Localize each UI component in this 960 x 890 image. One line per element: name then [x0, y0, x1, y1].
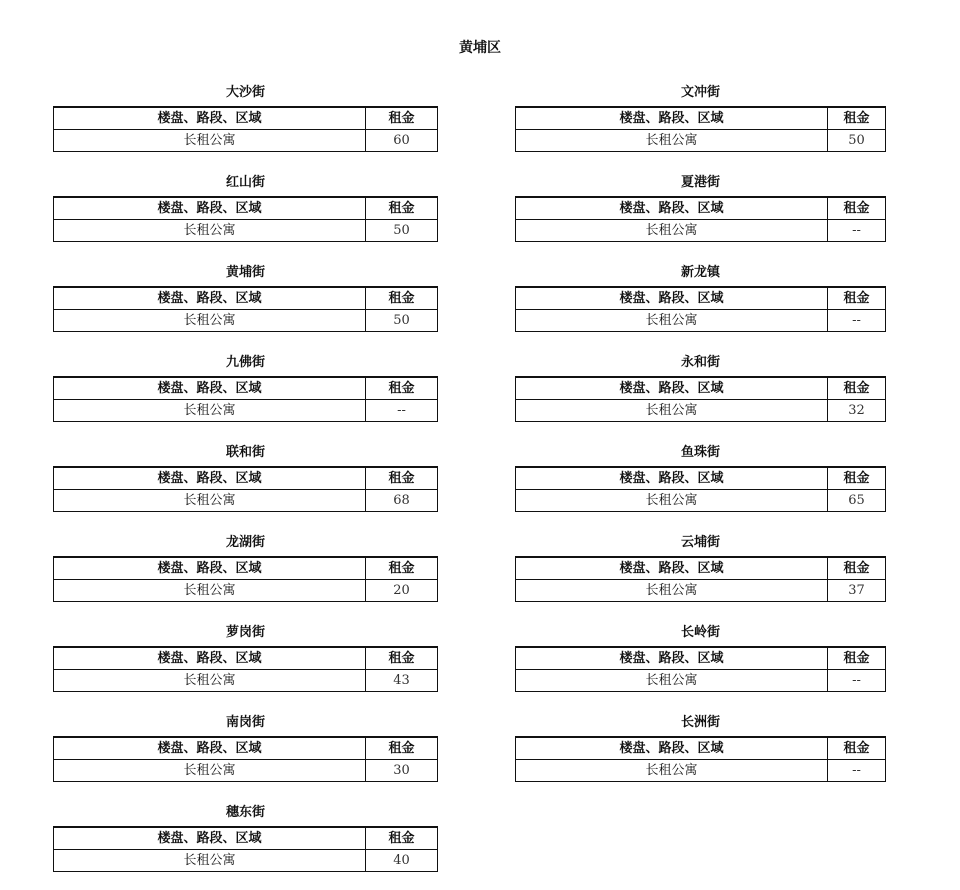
street-name: 永和街: [680, 355, 720, 370]
rent-table: [53, 826, 438, 872]
header-area: 楼盘、路段、区域: [516, 737, 828, 760]
street-block: [53, 170, 438, 260]
header-rent: 租金: [828, 107, 886, 130]
rent-table: [53, 376, 438, 422]
street-block: [515, 260, 886, 350]
listing-cell: 长租公寓: [54, 130, 366, 152]
rent-table: [53, 196, 438, 242]
street-block: [53, 710, 438, 800]
listing-cell: 长租公寓: [516, 760, 828, 782]
rent-cell: 50: [366, 310, 438, 332]
rent-table: [53, 466, 438, 512]
street-name: 萝岗街: [225, 625, 265, 640]
street-name: 文冲街: [680, 85, 720, 100]
header-rent: 租金: [828, 467, 886, 490]
street-name: 云埔街: [680, 535, 720, 550]
street-block: [53, 530, 438, 620]
street-name: 黄埔街: [225, 265, 265, 280]
street-block: [53, 440, 438, 530]
table-header-row: [54, 197, 438, 220]
header-rent: 租金: [366, 287, 438, 310]
listing-cell: 长租公寓: [516, 490, 828, 512]
table-header-row: [516, 287, 886, 310]
street-block: [53, 620, 438, 710]
header-area: 楼盘、路段、区域: [54, 827, 366, 850]
table-row: [54, 850, 438, 872]
rent-table: [515, 286, 886, 332]
rent-cell: --: [828, 760, 886, 782]
rent-cell: 37: [828, 580, 886, 602]
header-rent: 租金: [828, 647, 886, 670]
street-block: [515, 620, 886, 710]
table-row: [54, 580, 438, 602]
rent-cell: 43: [366, 670, 438, 692]
listing-cell: 长租公寓: [54, 490, 366, 512]
table-header-row: [54, 467, 438, 490]
rent-table: [53, 556, 438, 602]
rent-table: [53, 106, 438, 152]
header-rent: 租金: [828, 377, 886, 400]
street-name: 新龙镇: [680, 265, 720, 280]
street-name: 大沙街: [225, 85, 265, 100]
street-name: 长岭街: [680, 625, 720, 640]
table-header-row: [54, 107, 438, 130]
header-area: 楼盘、路段、区域: [54, 557, 366, 580]
rent-table: [53, 646, 438, 692]
table-row: [54, 130, 438, 152]
listing-cell: 长租公寓: [54, 220, 366, 242]
header-rent: 租金: [828, 557, 886, 580]
listing-cell: 长租公寓: [516, 670, 828, 692]
street-name: 红山街: [225, 175, 265, 190]
table-header-row: [54, 737, 438, 760]
header-area: 楼盘、路段、区域: [54, 467, 366, 490]
table-header-row: [516, 467, 886, 490]
rent-table: [515, 196, 886, 242]
listing-cell: 长租公寓: [54, 400, 366, 422]
rent-cell: --: [366, 400, 438, 422]
rent-table: [515, 646, 886, 692]
table-header-row: [516, 377, 886, 400]
header-rent: 租金: [366, 377, 438, 400]
street-name: 鱼珠街: [680, 445, 720, 460]
table-header-row: [516, 107, 886, 130]
street-name: 南岗街: [225, 715, 265, 730]
street-block: [515, 170, 886, 260]
header-rent: 租金: [366, 197, 438, 220]
rent-cell: 60: [366, 130, 438, 152]
table-header-row: [516, 647, 886, 670]
listing-cell: 长租公寓: [516, 220, 828, 242]
listing-cell: 长租公寓: [516, 400, 828, 422]
rent-table: [515, 376, 886, 422]
rent-table: [515, 556, 886, 602]
listing-cell: 长租公寓: [54, 850, 366, 872]
header-rent: 租金: [366, 467, 438, 490]
street-name: 穗东街: [225, 805, 265, 820]
header-rent: 租金: [366, 107, 438, 130]
street-name: 龙湖街: [225, 535, 265, 550]
header-area: 楼盘、路段、区域: [54, 197, 366, 220]
table-row: [516, 760, 886, 782]
table-row: [516, 670, 886, 692]
table-header-row: [54, 557, 438, 580]
listing-cell: 长租公寓: [54, 310, 366, 332]
table-row: [54, 490, 438, 512]
rent-cell: 32: [828, 400, 886, 422]
table-header-row: [54, 377, 438, 400]
table-row: [516, 130, 886, 152]
table-header-row: [516, 557, 886, 580]
table-header-row: [516, 737, 886, 760]
table-row: [516, 580, 886, 602]
table-row: [516, 400, 886, 422]
table-row: [54, 670, 438, 692]
rent-cell: 65: [828, 490, 886, 512]
street-name: 长洲街: [680, 715, 720, 730]
table-row: [54, 220, 438, 242]
street-block: [515, 440, 886, 530]
header-area: 楼盘、路段、区域: [54, 107, 366, 130]
header-area: 楼盘、路段、区域: [516, 287, 828, 310]
street-name: 联和街: [225, 445, 265, 460]
header-rent: 租金: [828, 737, 886, 760]
header-area: 楼盘、路段、区域: [54, 737, 366, 760]
table-row: [54, 760, 438, 782]
street-block: [515, 710, 886, 800]
listing-cell: 长租公寓: [54, 760, 366, 782]
rent-table: [515, 736, 886, 782]
street-block: [53, 80, 438, 170]
header-area: 楼盘、路段、区域: [516, 107, 828, 130]
listing-cell: 长租公寓: [54, 580, 366, 602]
table-header-row: [54, 647, 438, 670]
table-row: [516, 220, 886, 242]
rent-cell: --: [828, 220, 886, 242]
rent-table: [53, 286, 438, 332]
street-block: [53, 350, 438, 440]
header-area: 楼盘、路段、区域: [516, 467, 828, 490]
header-area: 楼盘、路段、区域: [516, 377, 828, 400]
rent-table: [515, 106, 886, 152]
header-area: 楼盘、路段、区域: [516, 647, 828, 670]
rent-table: [53, 736, 438, 782]
listing-cell: 长租公寓: [54, 670, 366, 692]
right-column: [515, 80, 886, 800]
table-row: [516, 490, 886, 512]
left-column: [53, 80, 438, 890]
rent-cell: 30: [366, 760, 438, 782]
header-area: 楼盘、路段、区域: [54, 287, 366, 310]
street-block: [515, 80, 886, 170]
listing-cell: 长租公寓: [516, 130, 828, 152]
table-header-row: [54, 287, 438, 310]
street-block: [515, 350, 886, 440]
table-row: [54, 310, 438, 332]
header-rent: 租金: [366, 557, 438, 580]
table-header-row: [516, 197, 886, 220]
rent-cell: 50: [366, 220, 438, 242]
rent-cell: 68: [366, 490, 438, 512]
header-area: 楼盘、路段、区域: [516, 557, 828, 580]
table-row: [516, 310, 886, 332]
header-rent: 租金: [366, 737, 438, 760]
header-rent: 租金: [366, 647, 438, 670]
rent-cell: 40: [366, 850, 438, 872]
rent-cell: --: [828, 310, 886, 332]
street-name: 夏港街: [680, 175, 720, 190]
header-rent: 租金: [828, 197, 886, 220]
street-name: 九佛街: [225, 355, 265, 370]
listing-cell: 长租公寓: [516, 310, 828, 332]
header-rent: 租金: [366, 827, 438, 850]
street-block: [53, 800, 438, 890]
header-area: 楼盘、路段、区域: [54, 377, 366, 400]
rent-cell: --: [828, 670, 886, 692]
street-block: [53, 260, 438, 350]
table-header-row: [54, 827, 438, 850]
page-title: 黄埔区: [459, 40, 501, 56]
header-area: 楼盘、路段、区域: [54, 647, 366, 670]
rent-table: [515, 466, 886, 512]
header-area: 楼盘、路段、区域: [516, 197, 828, 220]
listing-cell: 长租公寓: [516, 580, 828, 602]
street-block: [515, 530, 886, 620]
rent-cell: 50: [828, 130, 886, 152]
table-row: [54, 400, 438, 422]
header-rent: 租金: [828, 287, 886, 310]
rent-cell: 20: [366, 580, 438, 602]
